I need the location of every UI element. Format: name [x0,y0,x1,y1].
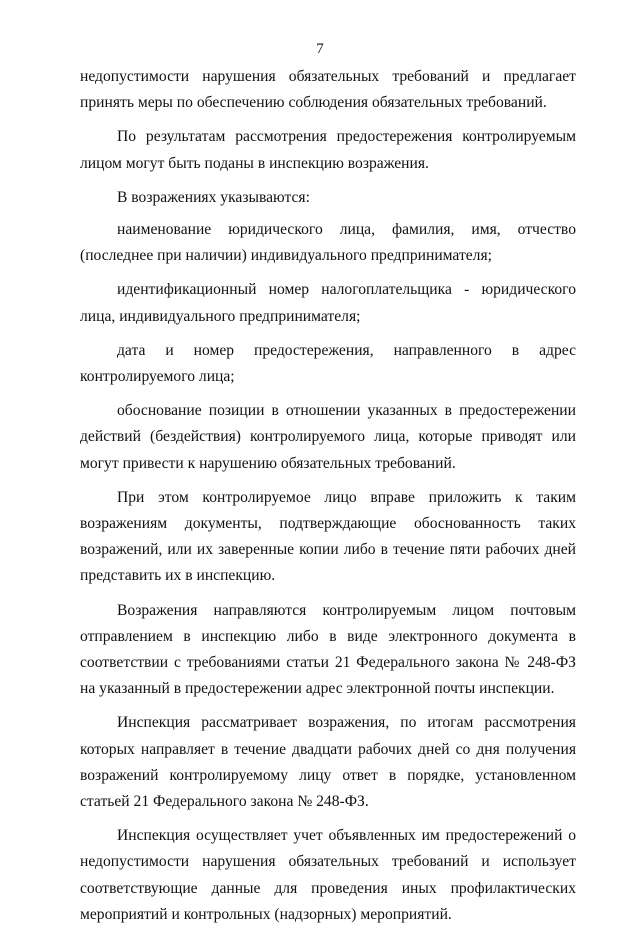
paragraph-inspection-review: Инспекция рассматривает возражения, по итогам рассмотрения которых направляет в течение двадцати рабочих дней со дня получения возражений контролируемому лицу ответ в порядке, установленном статьей 21 Федерального закона № 248-ФЗ. [80,714,576,811]
page-number: 7 [316,41,324,57]
paragraph-attach-documents: При этом контролируемое лицо вправе приложить к таким возражениям документы, подтверждающие обоснованность таких возражений, или их заверенные копии либо в течение пяти рабочих дней представить их в инспекцию. [80,488,576,585]
list-item-position-justification: обоснование позиции в отношении указанных в предостережении действий (бездействия) контролируемого лица, которые приводят или могут привести к нарушению обязательных требований. [80,402,576,472]
paragraph-objections-contents-intro: В возражениях указываются: [117,188,310,206]
page-body [80,64,576,936]
paragraph-continuation: недопустимости нарушения обязательных требований и предлагает принять меры по обеспечению соблюдения обязательных требований. [80,68,576,112]
paragraph-inspection-records: Инспекция осуществляет учет объявленных им предостережений о недопустимости нарушения обязательных требований и использует соответствующие данные для проведения иных профилактических мероприятий и контрольных (надзорных) мероприятий. [80,827,576,923]
list-item-warning-date-number: дата и номер предостережения, направленного в адрес контролируемого лица; [80,341,576,386]
list-item-tax-id: идентификационный номер налогоплательщика - юридического лица, индивидуального предпринимателя; [80,281,576,325]
paragraph-objections-submission: По результатам рассмотрения предостережения контролируемым лицом могут быть поданы в инспекцию возражения. [80,128,576,172]
list-item-entity-name: наименование юридического лица, фамилия, имя, отчество (последнее при наличии) индивидуального предпринимателя; [80,221,576,265]
paragraph-objections-delivery: Возражения направляются контролируемым лицом почтовым отправлением в инспекцию либо в виде электронного документа в соответствии с требованиями статьи 21 Федерального закона № 248-ФЗ на указанный в предостережении адрес электронной почты инспекции. [80,601,576,698]
